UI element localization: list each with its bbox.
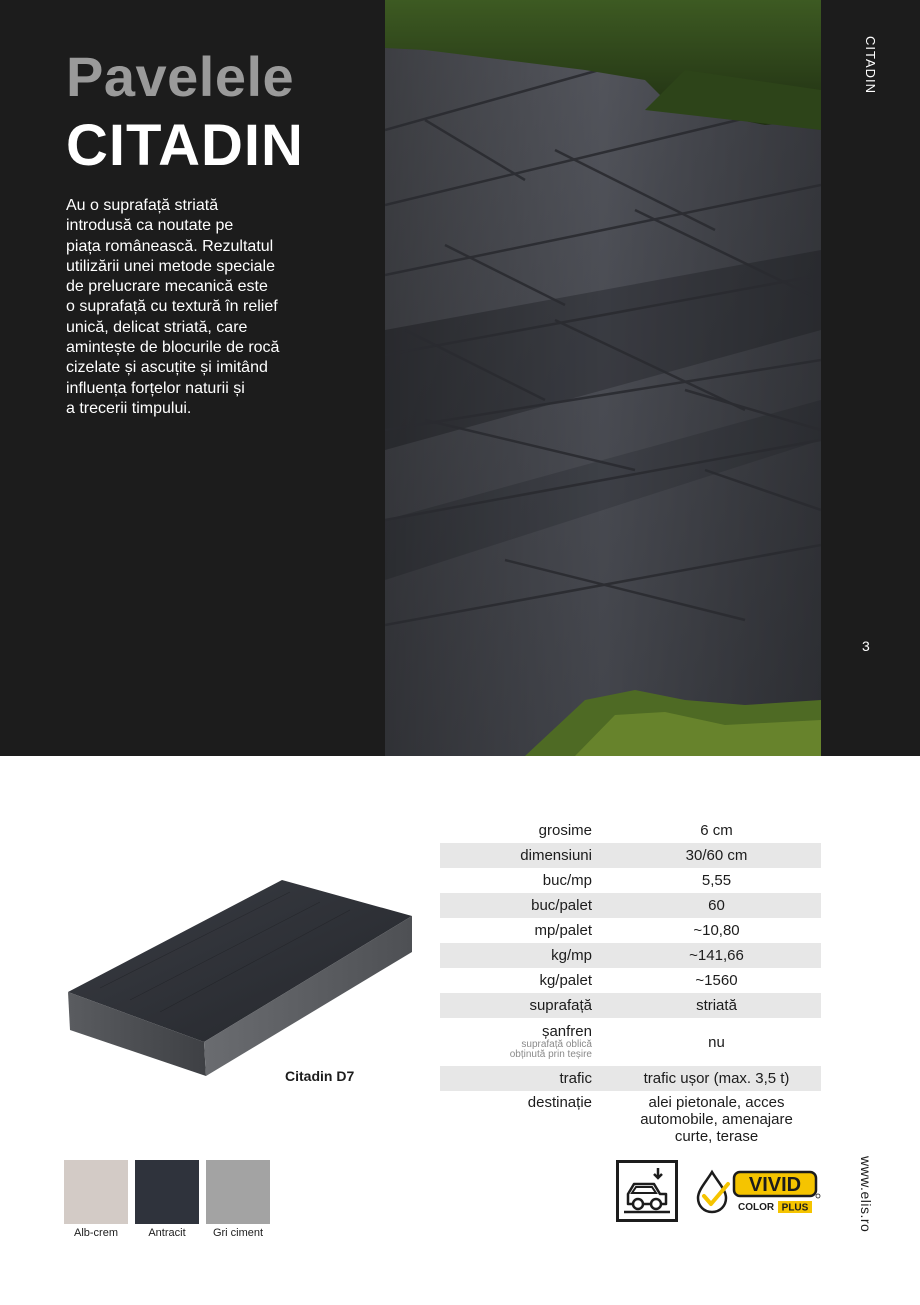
- swatch-label: Gri ciment: [212, 1227, 264, 1239]
- swatch-color: [206, 1160, 270, 1224]
- spec-label-main: șanfren: [541, 1023, 592, 1040]
- spec-value: ~141,66: [689, 947, 744, 964]
- spec-value: nu: [708, 1033, 725, 1051]
- car-traffic-icon: [616, 1160, 678, 1227]
- specs-table: [440, 818, 821, 1145]
- page-number: 3: [862, 638, 870, 654]
- spec-label: mp/palet: [534, 922, 592, 939]
- swatch-color: [135, 1160, 199, 1224]
- spec-value: ~1560: [695, 972, 738, 989]
- spec-value: 30/60 cm: [685, 847, 748, 864]
- spec-label: buc/palet: [531, 897, 592, 914]
- spec-label: [440, 1024, 592, 1060]
- paver-product-image: [60, 870, 420, 1090]
- spec-row-kg-mp: [440, 943, 821, 968]
- page-title-line2: CITADIN: [66, 113, 304, 178]
- spec-row-buc-mp: [440, 868, 821, 893]
- spec-row-suprafata: [440, 993, 821, 1018]
- spec-value: trafic ușor (max. 3,5 t): [643, 1070, 790, 1087]
- swatch-color: [64, 1160, 128, 1224]
- swatch-gri-ciment: [206, 1160, 270, 1239]
- spec-value: 6 cm: [700, 822, 733, 839]
- vivid-color-plus-logo: [694, 1166, 824, 1223]
- spec-row-sanfren: [440, 1018, 821, 1066]
- spec-row-trafic: [440, 1066, 821, 1091]
- spec-row-buc-palet: [440, 893, 821, 918]
- spec-value: 5,55: [701, 872, 732, 889]
- spec-label: grosime: [538, 822, 592, 839]
- swatch-alb-crem: [64, 1160, 128, 1239]
- website-url[interactable]: www.elis.ro: [858, 1156, 874, 1233]
- spec-label: destinație: [527, 1094, 592, 1111]
- spec-label: kg/palet: [539, 972, 592, 989]
- swatch-label: Antracit: [148, 1227, 186, 1239]
- color-swatches: [64, 1160, 270, 1239]
- paving-photo: [385, 0, 821, 756]
- spec-value: ~10,80: [693, 922, 740, 939]
- swatch-label: Alb-crem: [73, 1227, 118, 1239]
- spec-row-dimensiuni: [440, 843, 821, 868]
- spec-value: alei pietonale, acces automobile, amenajare curte, terase: [640, 1094, 793, 1145]
- spec-label: trafic: [559, 1070, 592, 1087]
- side-section-label: CITADIN: [863, 36, 878, 95]
- spec-label: suprafață: [529, 997, 592, 1014]
- spec-sublabel: obținută prin teșire: [509, 1049, 592, 1060]
- product-caption: Citadin D7: [285, 1068, 355, 1084]
- spec-value: striată: [696, 997, 737, 1014]
- spec-label: buc/mp: [542, 872, 592, 889]
- spec-row-kg-palet: [440, 968, 821, 993]
- logo-plus-text: PLUS: [781, 1202, 809, 1214]
- spec-sublabel: suprafață oblică: [521, 1039, 592, 1050]
- spec-row-grosime: [440, 818, 821, 843]
- logo-brand-text: VIVID: [748, 1174, 802, 1196]
- intro-paragraph: Au o suprafață striată introdusă ca noutate pe piața românească. Rezultatul utilizării unei metode speciale de prelucrare mecanică este o suprafață cu textură în relief unică, delicat striată, care amintește de blocurile de rocă cizelate și ascuțite și imitând influența forțelor naturii și a trecerii timpului.: [66, 197, 280, 417]
- page-title-line1: Pavelele: [66, 45, 295, 108]
- spec-label: kg/mp: [551, 947, 592, 964]
- spec-label: dimensiuni: [520, 847, 592, 864]
- spec-row-mp-palet: [440, 918, 821, 943]
- spec-value: 60: [708, 897, 725, 914]
- swatch-antracit: [135, 1160, 199, 1239]
- logo-color-text: COLOR: [738, 1202, 775, 1213]
- spec-row-destinatie: [440, 1091, 821, 1145]
